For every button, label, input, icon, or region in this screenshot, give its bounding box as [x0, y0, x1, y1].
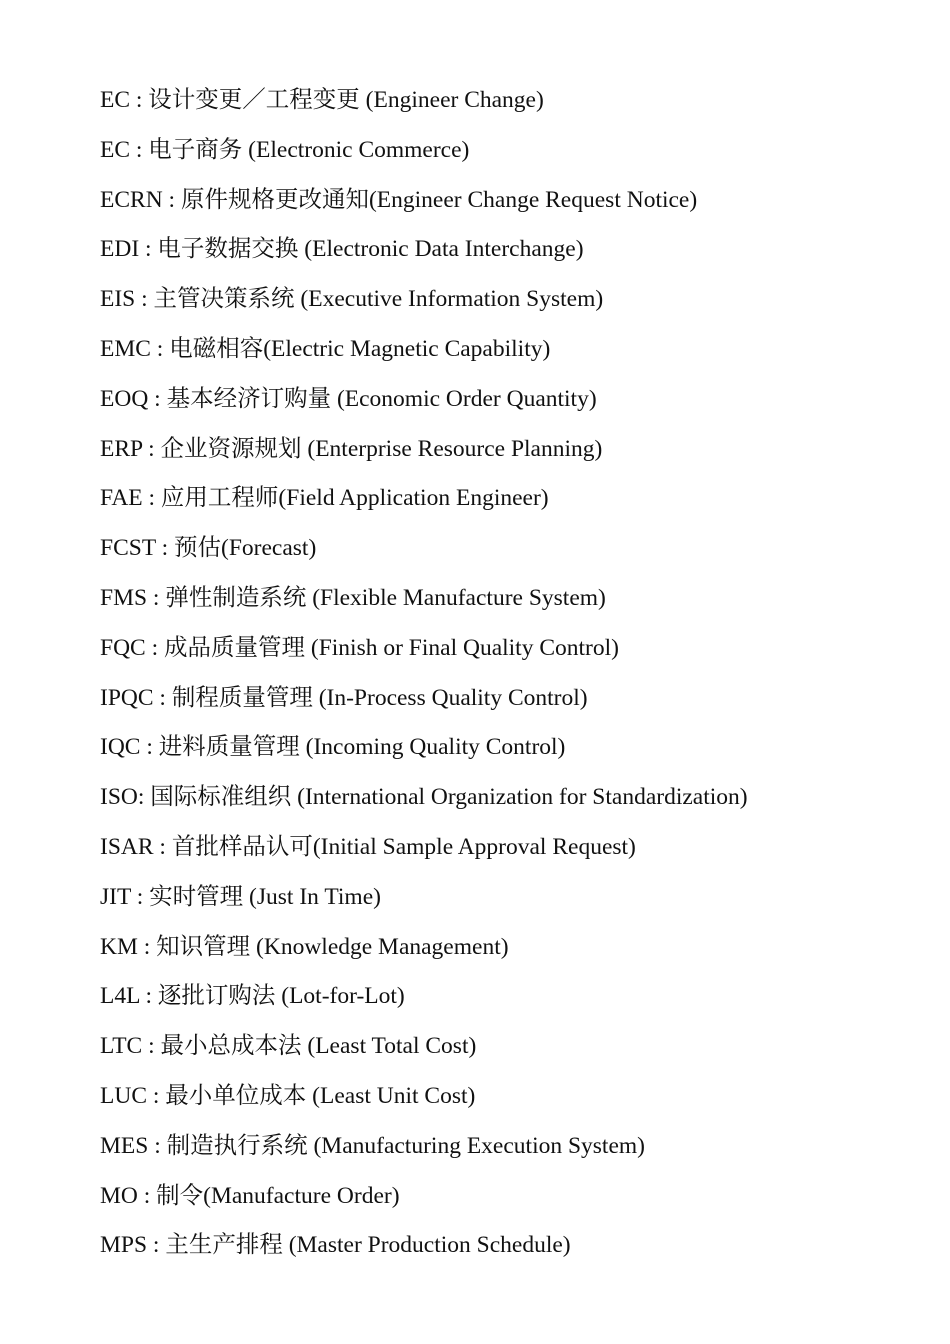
glossary-entry-mo: MO : 制令(Manufacture Order): [100, 1182, 400, 1209]
glossary-entry-ecrn: ECRN : 原件规格更改通知(Engineer Change Request Notice): [100, 186, 698, 213]
glossary-entry-eoq: EOQ : 基本经济订购量 (Economic Order Quantity): [100, 385, 597, 412]
glossary-entry-fqc: FQC : 成品质量管理 (Finish or Final Quality Control): [100, 634, 619, 661]
glossary-entry-mes: MES : 制造执行系统 (Manufacturing Execution System): [100, 1132, 645, 1159]
glossary-entry-erp: ERP : 企业资源规划 (Enterprise Resource Planning): [100, 435, 603, 462]
glossary-entry-fae: FAE : 应用工程师(Field Application Engineer): [100, 485, 549, 512]
glossary-page: [100, 84, 920, 1279]
glossary-entry-ec-electronic-commerce: EC : 电子商务 (Electronic Commerce): [100, 136, 470, 163]
glossary-entry-jit: JIT : 实时管理 (Just In Time): [100, 883, 381, 910]
glossary-entry-edi: EDI : 电子数据交换 (Electronic Data Interchange): [100, 236, 584, 263]
glossary-entry-fms: FMS : 弹性制造系统 (Flexible Manufacture System): [100, 584, 606, 611]
glossary-entry-iso: ISO: 国际标准组织 (International Organization for Standardization): [100, 784, 748, 811]
glossary-entry-isar: ISAR : 首批样品认可(Initial Sample Approval Request): [100, 833, 636, 860]
glossary-entry-mps: MPS : 主生产排程 (Master Production Schedule): [100, 1232, 571, 1259]
glossary-entry-ec-engineer-change: EC : 设计变更／工程变更 (Engineer Change): [100, 87, 544, 113]
glossary-entry-emc: EMC : 电磁相容(Electric Magnetic Capability): [100, 335, 551, 362]
glossary-entry-km: KM : 知识管理 (Knowledge Management): [100, 933, 509, 960]
glossary-entry-ltc: LTC : 最小总成本法 (Least Total Cost): [100, 1033, 477, 1060]
glossary-entry-luc: LUC : 最小单位成本 (Least Unit Cost): [100, 1082, 476, 1109]
glossary-entry-l4l: L4L : 逐批订购法 (Lot-for-Lot): [100, 983, 405, 1010]
glossary-entry-eis: EIS : 主管决策系统 (Executive Information System): [100, 286, 604, 313]
glossary-entry-fcst: FCST : 预估(Forecast): [100, 535, 317, 562]
glossary-entry-ipqc: IPQC : 制程质量管理 (In-Process Quality Control): [100, 684, 588, 711]
glossary-entry-iqc: IQC : 进料质量管理 (Incoming Quality Control): [100, 734, 566, 761]
